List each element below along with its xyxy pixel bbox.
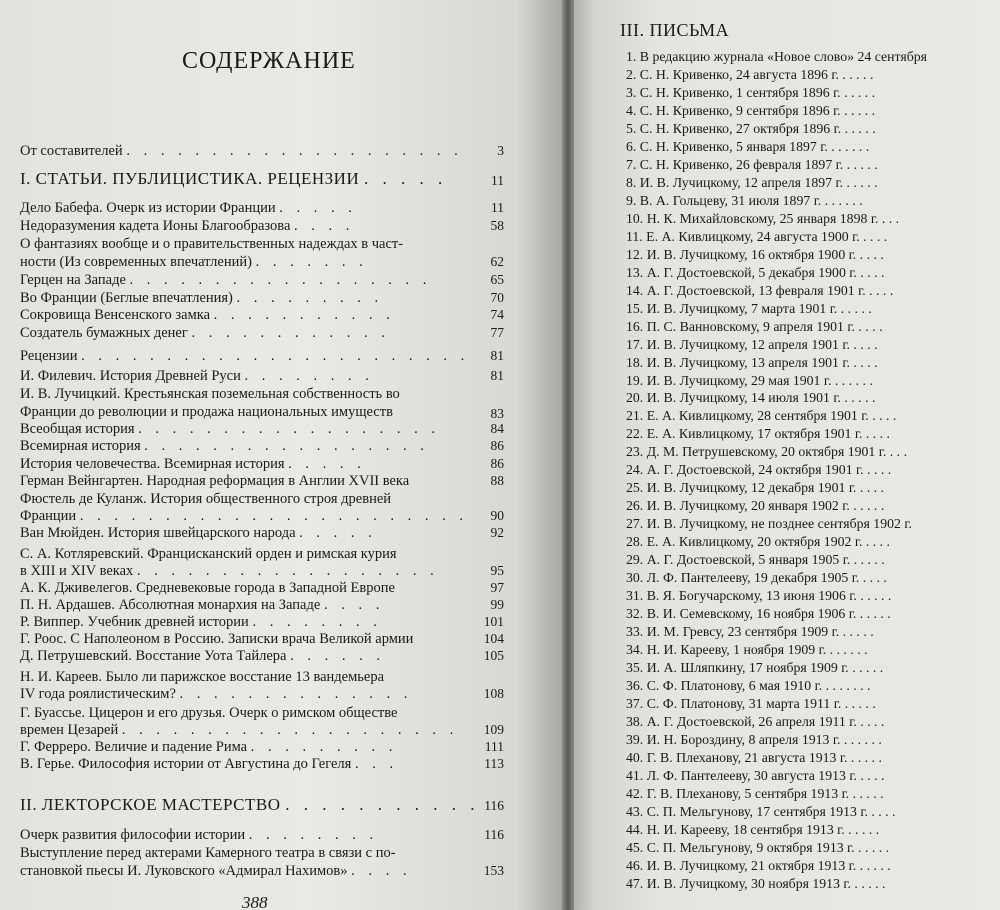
- letter-entry: 28. Е. А. Кивлицкому, 20 октября 1902 г. . . . .: [626, 534, 890, 550]
- toc-entry: В. Герье. Философия истории от Августина до Гегеля . . .: [20, 756, 399, 772]
- toc-page: 11: [491, 200, 504, 215]
- section-heading: I. СТАТЬИ. ПУБЛИЦИСТИКА. РЕЦЕНЗИИ . . . . .: [20, 169, 448, 188]
- letter-entry: 35. И. А. Шляпкину, 17 ноября 1909 г. . . . . .: [626, 660, 884, 675]
- toc-entry: Сокровища Венсенского замка . . . . . . . . . . .: [20, 307, 395, 323]
- toc-entry: Всемирная история . . . . . . . . . . . . . . . . .: [20, 438, 429, 454]
- toc-entry: И. Филевич. История Древней Руси . . . . . . . .: [20, 368, 374, 384]
- toc-subheading: Рецензии . . . . . . . . . . . . . . . . . . . . . . .: [20, 348, 470, 364]
- toc-page: 90: [490, 508, 504, 523]
- toc-entry: Н. И. Кареев. Было ли парижское восстание 13 вандемьера: [20, 669, 385, 685]
- letter-entry: 31. В. Я. Богучарскому, 13 июня 1906 г. . . . . .: [626, 588, 892, 604]
- letter-entry: 32. В. И. Семевскому, 16 ноября 1906 г. . . . . .: [626, 606, 891, 622]
- toc-page: 111: [484, 739, 504, 754]
- letter-entry: 30. Л. Ф. Пантелееву, 19 декабря 1905 г. . . . .: [626, 570, 887, 586]
- book-gutter: [562, 0, 574, 910]
- toc-page: 83: [490, 406, 504, 421]
- right-page: [574, 0, 1000, 910]
- toc-page: 81: [490, 368, 504, 383]
- toc-page: 65: [490, 272, 504, 287]
- letter-entry: 42. Г. В. Плеханову, 5 сентября 1913 г. . . . . .: [626, 785, 884, 801]
- toc-entry: И. В. Лучицкий. Крестьянская поземельная собственность во: [20, 386, 400, 402]
- toc-entry: П. Н. Ардашев. Абсолютная монархия на Западе . . . .: [20, 597, 385, 613]
- letter-entry: 19. И. В. Лучицкому, 29 мая 1901 г. . . . . . .: [626, 372, 873, 388]
- letter-entry: 6. С. Н. Кривенко, 5 января 1897 г. . . . . . .: [626, 138, 870, 154]
- letter-entry: 16. П. С. Ванновскому, 9 апреля 1901 г. . . . .: [626, 318, 883, 334]
- letter-entry: 17. И. В. Лучицкому, 12 апреля 1901 г. . . . .: [626, 336, 878, 352]
- toc-entry: История человечества. Всемирная история . . . . .: [20, 456, 366, 472]
- letter-entry: 11. Е. А. Кивлицкому, 24 августа 1900 г. . . . .: [626, 228, 888, 244]
- toc-page: 108: [483, 686, 504, 701]
- toc-page: 86: [490, 456, 504, 471]
- letter-entry: 43. С. П. Мельгунову, 17 сентября 1913 г. . . . .: [626, 803, 896, 819]
- letter-entry: 45. С. П. Мельгунову, 9 октября 1913 г. . . . . .: [626, 839, 890, 855]
- toc-page: 70: [490, 290, 504, 305]
- letter-entry: 1. В редакцию журнала «Новое слово» 24 сентября: [626, 49, 927, 64]
- letter-entry: 13. А. Г. Достоевской, 5 декабря 1900 г. . . . .: [626, 264, 885, 280]
- letter-entry: 39. И. Н. Бороздину, 8 апреля 1913 г. . . . . . .: [626, 731, 882, 747]
- toc-page: 3: [497, 143, 504, 158]
- toc-page: 104: [483, 631, 504, 646]
- letter-entry: 40. Г. В. Плеханову, 21 августа 1913 г. . . . . .: [626, 749, 882, 765]
- toc-page: 58: [490, 218, 504, 233]
- section-heading: II. ЛЕКТОРСКОЕ МАСТЕРСТВО . . . . . . . . . . .: [20, 795, 480, 814]
- letter-entry: 47. И. В. Лучицкому, 30 ноября 1913 г. . . . . .: [626, 875, 886, 891]
- toc-entry: Р. Виппер. Учебник древней истории . . . . . . . .: [20, 614, 382, 630]
- letter-entry: 15. И. В. Лучицкому, 7 марта 1901 г. . . . . .: [626, 300, 872, 316]
- toc-entry: О фантазиях вообще и о правительственных надеждах в част-: [20, 236, 404, 252]
- letter-entry: 2. С. Н. Кривенко, 24 августа 1896 г. . . . . .: [626, 67, 874, 82]
- letter-entry: 37. С. Ф. Платонову, 31 марта 1911 г. . . . . .: [626, 695, 876, 711]
- letter-entry: 36. С. Ф. Платонову, 6 мая 1910 г. . . . . . . .: [626, 677, 871, 693]
- letter-entry: 25. И. В. Лучицкому, 12 декабря 1901 г. . . . .: [626, 480, 884, 496]
- letter-entry: 9. В. А. Гольцеву, 31 июля 1897 г. . . . . . .: [626, 192, 863, 208]
- toc-entry: С. А. Котляревский. Францисканский орден и римская курия: [20, 546, 397, 562]
- toc-entry: Герман Вейнгартен. Народная реформация в Англии XVII века: [20, 473, 410, 489]
- toc-page: 153: [483, 863, 504, 878]
- toc-entry: Франции до революции и продажа национальных имуществ: [20, 404, 393, 420]
- toc-entry: От составителей . . . . . . . . . . . . . . . . . . . .: [20, 143, 463, 159]
- toc-entry: А. К. Дживелегов. Средневековые города в Западной Европе: [20, 580, 395, 596]
- letter-entry: 5. С. Н. Кривенко, 27 октября 1896 г. . . . . .: [626, 120, 876, 136]
- letter-entry: 4. С. Н. Кривенко, 9 сентября 1896 г. . . . . .: [626, 102, 876, 118]
- toc-entry: Недоразумения кадета Ионы Благообразова . . . .: [20, 218, 355, 234]
- toc-page: 81: [490, 348, 504, 363]
- toc-entry: Г. Ферреро. Величие и падение Рима . . . . . . . . .: [20, 739, 398, 755]
- toc-entry: IV года роялистическим? . . . . . . . . . . . . . .: [20, 686, 413, 702]
- toc-entry: Во Франции (Беглые впечатления) . . . . . . . . .: [20, 290, 384, 306]
- toc-entry: становкой пьесы И. Луковского «Адмирал Нахимов» . . . .: [20, 863, 412, 879]
- letter-entry: 8. И. В. Лучицкому, 12 апреля 1897 г. . . . . .: [626, 174, 878, 190]
- toc-entry: Создатель бумажных денег . . . . . . . . . . . .: [20, 325, 390, 341]
- section-heading: III. ПИСЬМА: [620, 20, 730, 40]
- letter-entry: 18. И. В. Лучицкому, 13 апреля 1901 г. . . . .: [626, 354, 878, 370]
- letter-entry: 41. Л. Ф. Пантелееву, 30 августа 1913 г. . . . .: [626, 767, 885, 783]
- toc-page: 97: [490, 580, 504, 595]
- toc-page: 11: [491, 173, 504, 188]
- toc-entry: Ван Мюйден. История швейцарского народа . . . . .: [20, 525, 377, 541]
- toc-page: 77: [490, 325, 504, 340]
- letter-entry: 24. А. Г. Достоевской, 24 октября 1901 г. . . . .: [626, 462, 892, 478]
- letter-entry: 3. С. Н. Кривенко, 1 сентября 1896 г. . . . . .: [626, 84, 876, 100]
- toc-entry: ности (Из современных впечатлений) . . . . . . .: [20, 254, 368, 270]
- letter-entry: 20. И. В. Лучицкому, 14 июля 1901 г. . . . . .: [626, 390, 876, 406]
- toc-entry: Герцен на Западе . . . . . . . . . . . . . . . . . .: [20, 272, 432, 288]
- letter-entry: 44. Н. И. Карееву, 18 сентября 1913 г. . . . . .: [626, 821, 880, 837]
- letter-entry: 46. И. В. Лучицкому, 21 октября 1913 г. . . . . .: [626, 857, 891, 873]
- letter-entry: 22. Е. А. Кивлицкому, 17 октября 1901 г. . . . .: [626, 426, 890, 442]
- toc-page: 101: [483, 614, 504, 629]
- letter-entry: 26. И. В. Лучицкому, 20 января 1902 г. . . . . .: [626, 498, 885, 514]
- toc-page: 109: [483, 722, 504, 737]
- toc-entry: Фюстель де Куланж. История общественного строя древней: [20, 491, 392, 507]
- toc-entry: Д. Петрушевский. Восстание Уота Тайлера . . . . . .: [20, 648, 385, 664]
- letter-entry: 23. Д. М. Петрушевскому, 20 октября 1901 г. . . .: [626, 444, 908, 460]
- toc-entry: времен Цезарей . . . . . . . . . . . . . . . . . . . .: [20, 722, 459, 738]
- toc-entry: в XIII и XIV веках . . . . . . . . . . . . . . . . . .: [20, 563, 439, 579]
- toc-entry: Франции . . . . . . . . . . . . . . . . . . . . . . .: [20, 508, 468, 524]
- toc-entry: Очерк развития философии истории . . . . . . . .: [20, 827, 379, 843]
- letter-entry: 38. А. Г. Достоевской, 26 апреля 1911 г. . . . .: [626, 713, 885, 729]
- toc-entry: Г. Роос. С Наполеоном в Россию. Записки врача Великой армии: [20, 631, 414, 647]
- page-number: 388: [242, 893, 268, 910]
- letter-entry: 7. С. Н. Кривенко, 26 февраля 1897 г. . . . . .: [626, 156, 878, 172]
- toc-entry: Всеобщая история . . . . . . . . . . . . . . . . . .: [20, 421, 441, 437]
- letter-entry: 34. Н. И. Карееву, 1 ноября 1909 г. . . . . . .: [626, 642, 868, 657]
- toc-page: 116: [484, 798, 504, 813]
- letter-entry: 21. Е. А. Кивлицкому, 28 сентября 1901 г. . . . .: [626, 408, 897, 424]
- toc-page: 86: [490, 438, 504, 453]
- letter-entry: 12. И. В. Лучицкому, 16 октября 1900 г. . . . .: [626, 246, 884, 262]
- letter-entry: 27. И. В. Лучицкому, не позднее сентября 1902 г.: [626, 516, 912, 532]
- letter-entry: 29. А. Г. Достоевской, 5 января 1905 г. . . . . .: [626, 552, 885, 568]
- toc-page: 113: [484, 756, 504, 771]
- toc-page: 62: [490, 254, 504, 269]
- toc-page: 92: [490, 525, 504, 540]
- toc-page: 99: [490, 597, 504, 612]
- letter-entry: 14. А. Г. Достоевской, 13 февраля 1901 г. . . . .: [626, 282, 894, 298]
- toc-entry: Г. Буассье. Цицерон и его друзья. Очерк о римском обществе: [20, 705, 398, 721]
- toc-page: 84: [490, 421, 504, 436]
- toc-page: 105: [483, 648, 504, 663]
- toc-page: 116: [484, 827, 504, 842]
- letter-entry: 10. Н. К. Михайловскому, 25 января 1898 г. . . .: [626, 210, 900, 226]
- contents-title: СОДЕРЖАНИЕ: [182, 48, 356, 74]
- toc-page: 95: [490, 563, 504, 578]
- toc-entry: Выступление перед актерами Камерного театра в связи с по-: [20, 845, 396, 861]
- letter-entry: 33. И. М. Гревсу, 23 сентября 1909 г. . . . . .: [626, 624, 874, 639]
- toc-entry: Дело Бабефа. Очерк из истории Франции . . . . .: [20, 200, 357, 216]
- toc-page: 74: [490, 307, 504, 322]
- toc-page: 88: [490, 473, 504, 488]
